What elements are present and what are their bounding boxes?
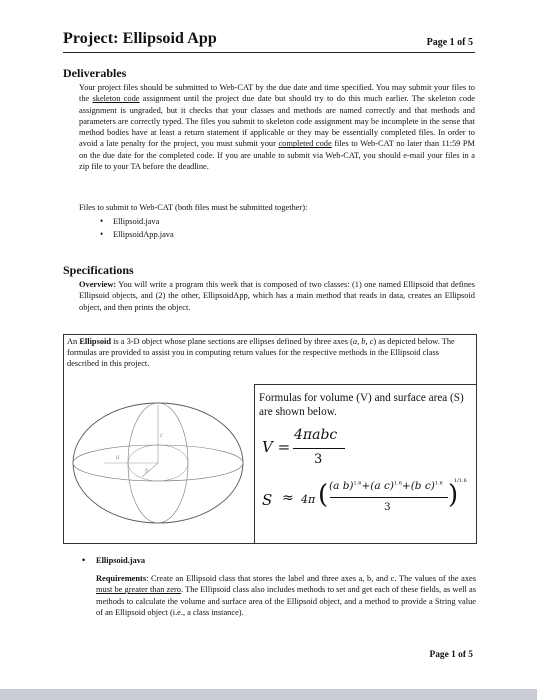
- right-paren: ): [448, 480, 459, 510]
- requirements-paragraph: Requirements: Create an Ellipsoid class that stores the label and three axes a, b, and c. The values of the axes must be greater than zero. The Ellipsoid class also includes methods to set and get each of these fields, as well as methods to calculate the volume and surface area of the Ellipsoid object, and a method to provide a String value of an Ellipsoid object (i.e., a class instance).: [96, 574, 476, 617]
- volume-symbol: V =: [262, 438, 291, 456]
- header-rule: [63, 52, 475, 53]
- file-item: • EllipsoidApp.java: [113, 230, 174, 239]
- ellipsoid-java-heading: • Ellipsoid.java: [96, 556, 145, 565]
- volume-denominator: 3: [314, 452, 323, 467]
- volume-numerator: 4πabc: [294, 427, 338, 443]
- deliverables-paragraph: Your project files should be submitted to Web-CAT by the due date and time specified. You may submit your files to the skeleton code assignment until the project due date but should try to do this much earlier. The skeleton code assignment is ungraded, but it checks that your classes and methods are named correctly and that methods and parameters are correctly typed. The files you submit to skeleton code assignment may be incomplete in the sense that method bodies have at least a return statement if applicable or they may be essentially completed files. In order to avoid a late penalty for the project, you must submit your completed code files to Web-CAT no later than 11:59 PM on the due date for the completed code. If you are unable to submit via Web-CAT, you should e-mail your files in a zip file to your TA before the deadline.: [79, 83, 475, 172]
- surface-fraction-bar: [330, 497, 448, 498]
- formula-intro: Formulas for volume (V) and surface area (S) are shown below.: [259, 392, 464, 418]
- surface-symbol: S: [262, 491, 273, 509]
- surface-numerator: (a b)$^{1.6}$+(a c)$^{1.6}$+(b c)$^{1.6}$: [329, 480, 443, 492]
- formula-box-divider: [254, 384, 255, 544]
- specifications-heading: Specifications: [63, 263, 134, 277]
- page-number-header: Page 1 of 5: [426, 37, 473, 48]
- diagram-label-c: c: [160, 431, 164, 439]
- diagram-label-a: a: [116, 453, 120, 461]
- greater-than-zero-text: must be greater than zero: [96, 585, 181, 595]
- deliverables-heading: Deliverables: [63, 66, 127, 80]
- overview-paragraph: Overview: You will write a program this week that is composed of two classes: (1) one named Ellipsoid that defines Ellipsoid objects, and (2) the other, EllipsoidApp, which has a main method that reads in data, creates an Ellipsoid object, and then prints the object.: [79, 280, 475, 312]
- completed-code-text: completed code: [278, 139, 332, 149]
- approx-symbol: ≈: [282, 490, 294, 506]
- four-pi: 4π: [301, 493, 316, 506]
- surface-denominator: 3: [384, 501, 391, 513]
- page-title: Project: Ellipsoid App: [63, 30, 217, 47]
- diagram-label-b: b: [145, 467, 149, 475]
- skeleton-code-text: skeleton code: [92, 94, 140, 104]
- volume-fraction-bar: [293, 448, 345, 449]
- formula-box-top: [254, 384, 477, 385]
- surface-exponent: 1/1.6: [454, 478, 467, 484]
- file-item: • Ellipsoid.java: [113, 217, 159, 226]
- files-label: Files to submit to Web-CAT (both files must be submitted together):: [79, 203, 308, 212]
- viewer-bottom-bar: [0, 689, 537, 700]
- left-paren: (: [318, 480, 329, 510]
- ellipsoid-diagram: [64, 393, 252, 539]
- page-number-footer: Page 1 of 5: [429, 650, 473, 660]
- ellipsoid-intro: An Ellipsoid is a 3-D object whose plane sections are ellipses defined by three axes (a, b, c) as depicted below. The formulas are provided to assist you in computing return values for the respective methods in the Ellipsoid class described in this project.: [67, 337, 455, 368]
